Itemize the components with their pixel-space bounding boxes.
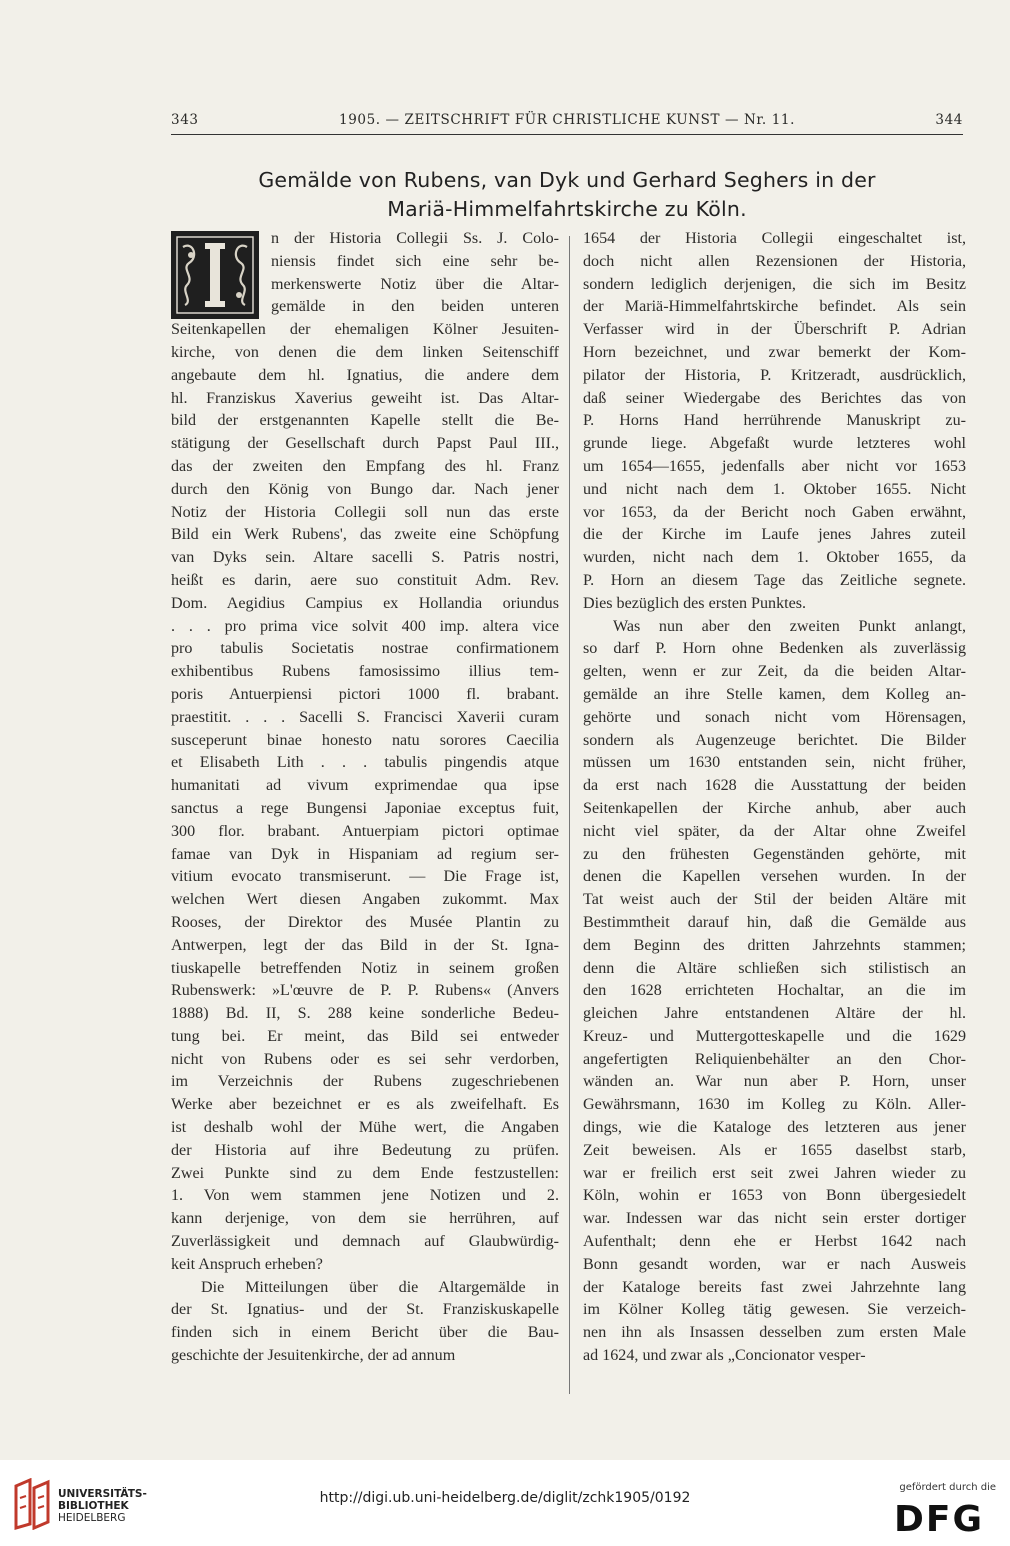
dfg-logo-icon: [892, 1500, 996, 1534]
running-header: [171, 112, 963, 134]
text-line: sondern als Augenzeuge berichtet. Die Bilder: [583, 731, 966, 749]
text-line: gleichen Jahre entstandenen Altäre der hl.: [583, 1005, 966, 1023]
left-text-column: [171, 228, 559, 1368]
text-line: zu den frühesten Gegenständen gehörte, mit: [583, 845, 966, 863]
text-line: Rooses, der Direktor des Musée Plantin zu: [171, 913, 559, 931]
text-line: ist deshalb wohl der Mühe wert, die Angaben: [171, 1119, 559, 1137]
text-line: angefertigten Reliquienbehälter an den Chor-: [583, 1050, 966, 1068]
text-line: doch nicht allen Rezensionen der Historia,: [583, 252, 966, 270]
text-line: wurden, nicht nach dem 1. Oktober 1655, da: [583, 549, 966, 567]
text-line: tung bei. Er meint, das Bild sei entweder: [171, 1027, 559, 1045]
text-line: durch den König von Bungo dar. Nach jener: [171, 480, 559, 498]
text-line: Zuverlässigkeit und demnach auf Glaubwürdig-: [171, 1233, 559, 1251]
text-line: denn die Altäre schließen sich stilistisch an: [583, 959, 966, 977]
text-line: Bild ein Werk Rubens', das zweite eine Schöpfung: [171, 526, 559, 544]
permalink-url[interactable]: http://digi.ub.uni-heidelberg.de/diglit/zchk1905/0192: [319, 1490, 691, 1506]
journal-header: 1905. — ZEITSCHRIFT FÜR CHRISTLICHE KUNST — Nr. 11.: [339, 112, 795, 128]
text-line: gemälde an ihre Stelle kamen, dem Kolleg an-: [583, 685, 966, 703]
text-line: bild der erstgenannten Kapelle stellt die Be-: [171, 412, 559, 430]
text-line: Köln, wohin er 1653 von Bonn übergesiedelt: [583, 1187, 966, 1205]
text-line: n der Historia Collegii Ss. J. Colo-: [271, 230, 559, 247]
header-rule: [171, 134, 963, 135]
text-line: Rubenswerk: »L'œuvre de P. P. Rubens« (Anvers: [171, 982, 559, 1000]
text-line: Tat weist auch der Stil der beiden Altäre mit: [583, 891, 966, 909]
text-line: keit Anspruch erheben?: [171, 1255, 323, 1273]
text-line: famae van Dyk in Hispaniam ad regium ser-: [171, 845, 559, 863]
text-line: van Dyks sein. Altare sacelli S. Patris nostri,: [171, 549, 559, 567]
text-line: merkenswerte Notiz über die Altar-: [271, 275, 559, 293]
right-text-column: [583, 228, 966, 1368]
text-line: pilator der Historia, P. Kritzeradt, ausdrücklich,: [583, 366, 966, 384]
text-line: da erst nach 1628 die Ausstattung der beiden: [583, 777, 966, 795]
text-line: war. Indessen war das nicht sein erster dortiger: [583, 1210, 966, 1228]
text-line: pro tabulis Societatis nostrae confirmationem: [171, 640, 559, 658]
text-line: Bonn gesandt worden, war er nach Ausweis: [583, 1255, 966, 1273]
text-line: welchen Wert diesen Angaben zukommt. Max: [171, 891, 559, 909]
text-line: heißt es darin, aere suo constituit Adm. Rev.: [171, 571, 559, 589]
text-line: 1. Von wem stammen jene Notizen und 2.: [171, 1187, 559, 1205]
text-line: et Elisabeth Lith . . . tabulis pingendis atque: [171, 754, 559, 772]
text-line: hl. Franziskus Xaverius geweiht ist. Das Altar-: [171, 389, 559, 407]
text-line: Verfasser wird in der Überschrift P. Adrian: [583, 321, 966, 339]
text-line: gemälde in den beiden unteren: [271, 298, 559, 316]
library-name-line-2: BIBLIOTHEK: [58, 1500, 129, 1512]
text-line: der Historia auf ihre Bedeutung zu prüfen.: [171, 1141, 559, 1159]
text-line: nicht von Rubens oder es sei sehr verdorben,: [171, 1050, 559, 1068]
text-line: Dom. Aegidius Campius ex Hollandia oriundus: [171, 594, 559, 612]
text-line: um 1654—1655, jedenfalls aber nicht vor 1653: [583, 457, 966, 475]
text-line: sondern lediglich derjenigen, die sich im Besitz: [583, 275, 966, 293]
text-line: im Kölner Kolleg tätig gewesen. Sie verzeich-: [583, 1301, 966, 1319]
text-line: der St. Ignatius- und der St. Franziskuskapelle: [171, 1301, 559, 1319]
text-line: und nicht nach dem 1. Oktober 1655. Nicht: [583, 480, 966, 498]
text-line: den 1628 errichteten Hochaltar, an die im: [583, 982, 966, 1000]
library-name-line-1: UNIVERSITÄTS-: [58, 1488, 147, 1500]
text-line: . . . pro prima vice solvit 400 imp. altera vice: [171, 617, 559, 635]
text-line: geschichte der Jesuitenkirche, der ad annum: [171, 1347, 456, 1365]
text-line: sanctus a rege Bungensi Japoniae exceptus fuit,: [171, 799, 559, 817]
text-line: dem Beginn des dritten Jahrzehnts stammen;: [583, 936, 966, 954]
text-line: im Verzeichnis der Rubens zugeschriebenen: [171, 1073, 559, 1091]
text-line: Antwerpen, legt der das Bild in der St. Igna-: [171, 936, 559, 954]
text-line: humanitati ad vivum exprimendae qua ipse: [171, 777, 559, 795]
text-line: gehörte und sonach nicht vom Hörensagen,: [583, 708, 966, 726]
text-line: Die Mitteilungen über die Altargemälde in: [201, 1278, 559, 1296]
article-title-line-2: Mariä-Himmelfahrtskirche zu Köln.: [387, 197, 747, 221]
text-line: nicht viel später, da der Altar ohne Zweifel: [583, 822, 966, 840]
text-line: Seitenkapellen der ehemaligen Kölner Jesuiten-: [171, 321, 559, 339]
text-line: Dies bezüglich des ersten Punktes.: [583, 594, 807, 612]
column-divider: [569, 236, 570, 1394]
text-line: kann derjenige, von dem sie herrühren, auf: [171, 1210, 559, 1228]
text-line: vitium evocato transmiserunt. — Die Frage ist,: [171, 868, 559, 886]
text-line: Zwei Punkte sind zu dem Ende festzustellen:: [171, 1164, 559, 1182]
text-line: die der Kirche im Laufe jenes Jahres zuteil: [583, 526, 966, 544]
funding-note: gefördert durch die: [899, 1482, 996, 1493]
text-line: Kreuz- und Muttergotteskapelle und die 1629: [583, 1027, 966, 1045]
article-title-line-1: Gemälde von Rubens, van Dyk und Gerhard Seghers in der: [258, 168, 876, 192]
article-title: [171, 166, 963, 224]
text-line: Werke aber bezeichnet er es als zweifelhaft. Es: [171, 1096, 559, 1114]
text-line: Bestimmtheit darauf hin, daß die Gemälde aus: [583, 913, 966, 931]
text-line: exhibentibus Rubens famosissimo illius tem-: [171, 663, 559, 681]
text-line: P. Horn an diesem Tage das Zeitliche segnete.: [583, 571, 966, 589]
text-line: war er freilich erst seit zwei Jahren wieder zu: [583, 1164, 966, 1182]
text-line: poris Antuerpiensi pictori 1000 fl. brabant.: [171, 685, 559, 703]
text-line: grunde liege. Abgefaßt wurde letzteres wohl: [583, 435, 966, 453]
text-line: wänden an. War nun aber P. Horn, unser: [583, 1073, 966, 1091]
text-line: angebaute dem hl. Ignatius, die andere dem: [171, 366, 559, 384]
text-line: der Mariä-Himmelfahrtskirche befindet. Als sein: [583, 298, 966, 316]
text-line: Zeit beweisen. Als er 1655 daselbst starb,: [583, 1141, 966, 1159]
text-line: ad 1624, und zwar als „Concionator vesper-: [583, 1347, 866, 1365]
text-line: tiuskapelle betreffenden Notiz in seinem großen: [171, 959, 559, 977]
text-line: vor 1653, da der Bericht noch Gaben erwähnt,: [583, 503, 966, 521]
text-line: Horn bezeichnet, und zwar bemerkt der Kom-: [583, 343, 966, 361]
text-line: denen die Kapellen versehen wurden. In der: [583, 868, 966, 886]
text-line: der Kataloge bereits fast zwei Jahrzehnte lang: [583, 1278, 966, 1296]
text-line: P. Horns Hand herrührende Manuskript zu-: [583, 412, 966, 430]
text-line: 300 flor. brabant. Antuerpiam pictori optimae: [171, 822, 559, 840]
text-line: Seitenkapellen der Kirche anhub, aber auch: [583, 799, 966, 817]
text-line: 1654 der Historia Collegii eingeschaltet ist,: [583, 230, 966, 247]
text-line: 1888) Bd. II, S. 288 keine sonderliche Bedeu-: [171, 1005, 559, 1023]
text-line: so darf P. Horn ohne Bedenken als zuverlässig: [583, 640, 966, 658]
text-line: gelten, wenn er zur Zeit, da die beiden Altar-: [583, 663, 966, 681]
text-line: Notiz der Historia Collegii soll nun das erste: [171, 503, 559, 521]
text-line: Was nun aber den zweiten Punkt anlangt,: [613, 617, 966, 635]
text-line: Gewährsmann, 1630 im Kolleg zu Köln. Aller-: [583, 1096, 966, 1114]
text-line: stätigung der Gesellschaft durch Papst Paul III.,: [171, 435, 559, 453]
page-number-right: 344: [935, 112, 963, 128]
text-line: nen ihn als Insassen desselben zum ersten Male: [583, 1324, 966, 1342]
text-line: das der zweiten den Empfang des hl. Franz: [171, 457, 559, 475]
text-line: susceperunt binae honesto natu sorores Caecilia: [171, 731, 559, 749]
footer-band: [0, 1460, 1010, 1546]
text-line: Aufenthalt; denn ehe er Herbst 1642 nach: [583, 1233, 966, 1251]
dfg-logo-text: DFG: [894, 1500, 985, 1534]
text-line: daß seiner Wiedergabe des Berichtes das von: [583, 389, 966, 407]
text-line: dings, wie die Kataloge des letzteren aus jener: [583, 1119, 966, 1137]
text-line: praestitit. . . . Sacelli S. Francisci Xaverii curam: [171, 708, 559, 726]
text-line: müssen um 1630 entstanden sein, nicht früher,: [583, 754, 966, 772]
text-line: finden sich in einem Bericht über die Bau-: [171, 1324, 559, 1342]
page-number-left: 343: [171, 112, 199, 128]
library-name-line-3: HEIDELBERG: [58, 1512, 126, 1524]
text-line: niensis findet sich eine sehr be-: [271, 252, 559, 270]
text-line: kirche, von denen die dem linken Seitenschiff: [171, 343, 559, 361]
